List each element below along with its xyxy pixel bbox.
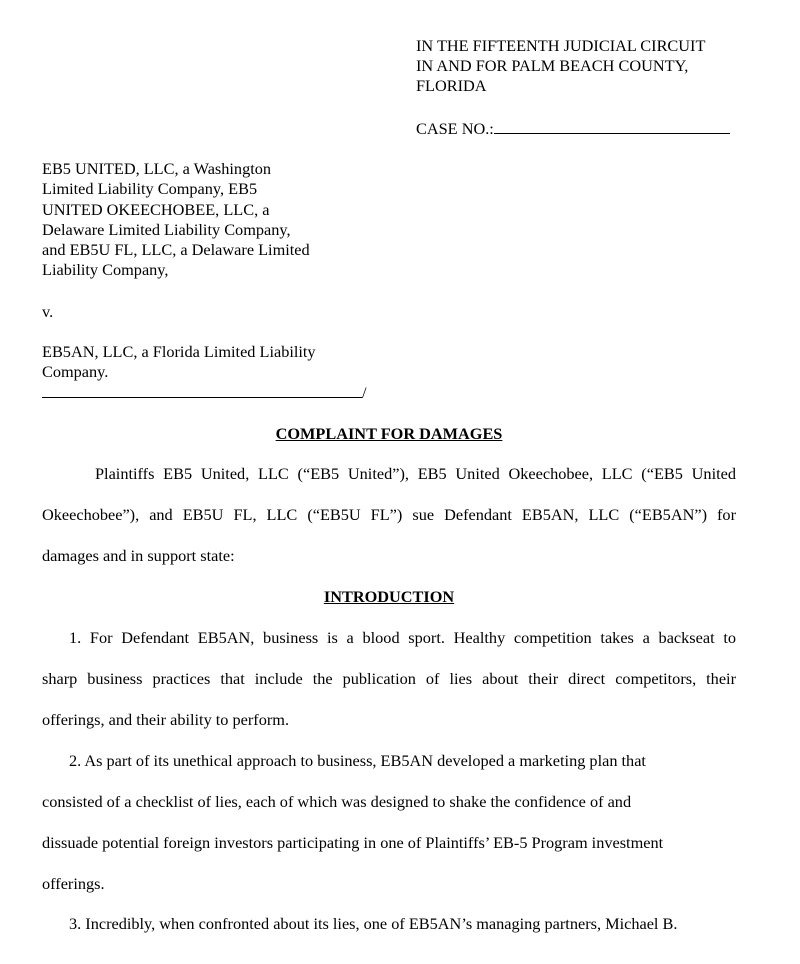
paragraph-line: Plaintiffs EB5 United, LLC (“EB5 United”), EB5 United Okeechobee, LLC (“EB5 United	[95, 464, 736, 483]
case-number-blank	[494, 118, 730, 134]
plaintiffs-line: and EB5U FL, LLC, a Delaware Limited	[42, 240, 310, 260]
numbered-paragraph-1	[42, 628, 736, 751]
paragraph-line: consisted of a checklist of lies, each of which was designed to shake the confidence of and	[42, 792, 632, 811]
defendant-block	[42, 342, 316, 383]
paragraph-line: 3. Incredibly, when confronted about its lies, one of EB5AN’s managing partners, Michael B.	[69, 914, 678, 933]
court-header	[416, 36, 705, 96]
paragraph-line: sharp business practices that include the publication of lies about their direct competitors, their	[42, 669, 736, 688]
intro-paragraph	[42, 464, 736, 587]
introduction-heading: INTRODUCTION	[323, 587, 455, 606]
complaint-heading: COMPLAINT FOR DAMAGES	[275, 424, 503, 443]
paragraph-line: offerings, and their ability to perform.	[42, 710, 290, 729]
defendant-line: EB5AN, LLC, a Florida Limited Liability	[42, 342, 316, 361]
plaintiffs-block	[42, 159, 310, 281]
caption-rule-line	[42, 382, 362, 398]
paragraph-line: Okeechobee”), and EB5U FL, LLC (“EB5U FL”) sue Defendant EB5AN, LLC (“EB5AN”) for	[42, 505, 736, 524]
case-number-label: CASE NO.:	[416, 119, 494, 138]
court-line: IN AND FOR PALM BEACH COUNTY,	[416, 56, 689, 75]
plaintiffs-line: EB5 UNITED, LLC, a Washington	[42, 159, 272, 178]
caption-slash: /	[362, 383, 367, 402]
paragraph-line: 2. As part of its unethical approach to business, EB5AN developed a marketing plan that	[69, 751, 646, 770]
numbered-paragraph-2	[42, 751, 736, 915]
paragraph-line: offerings.	[42, 874, 105, 893]
plaintiffs-line: Liability Company,	[42, 260, 169, 280]
plaintiffs-line: UNITED OKEECHOBEE, LLC, a	[42, 199, 270, 219]
case-number	[416, 118, 730, 139]
plaintiffs-line: Delaware Limited Liability Company,	[42, 219, 291, 239]
paragraph-line: damages and in support state:	[42, 546, 235, 565]
caption-rule	[42, 382, 367, 403]
court-line: FLORIDA	[416, 76, 487, 95]
defendant-line: Company.	[42, 362, 109, 382]
numbered-paragraph-3	[42, 914, 736, 955]
court-line: IN THE FIFTEENTH JUDICIAL CIRCUIT	[416, 36, 706, 55]
versus: v.	[42, 302, 54, 321]
plaintiffs-line: Limited Liability Company, EB5	[42, 179, 258, 199]
paragraph-line: dissuade potential foreign investors participating in one of Plaintiffs’ EB-5 Program investment	[42, 833, 664, 852]
paragraph-line: 1. For Defendant EB5AN, business is a blood sport. Healthy competition takes a backseat to	[69, 628, 736, 647]
